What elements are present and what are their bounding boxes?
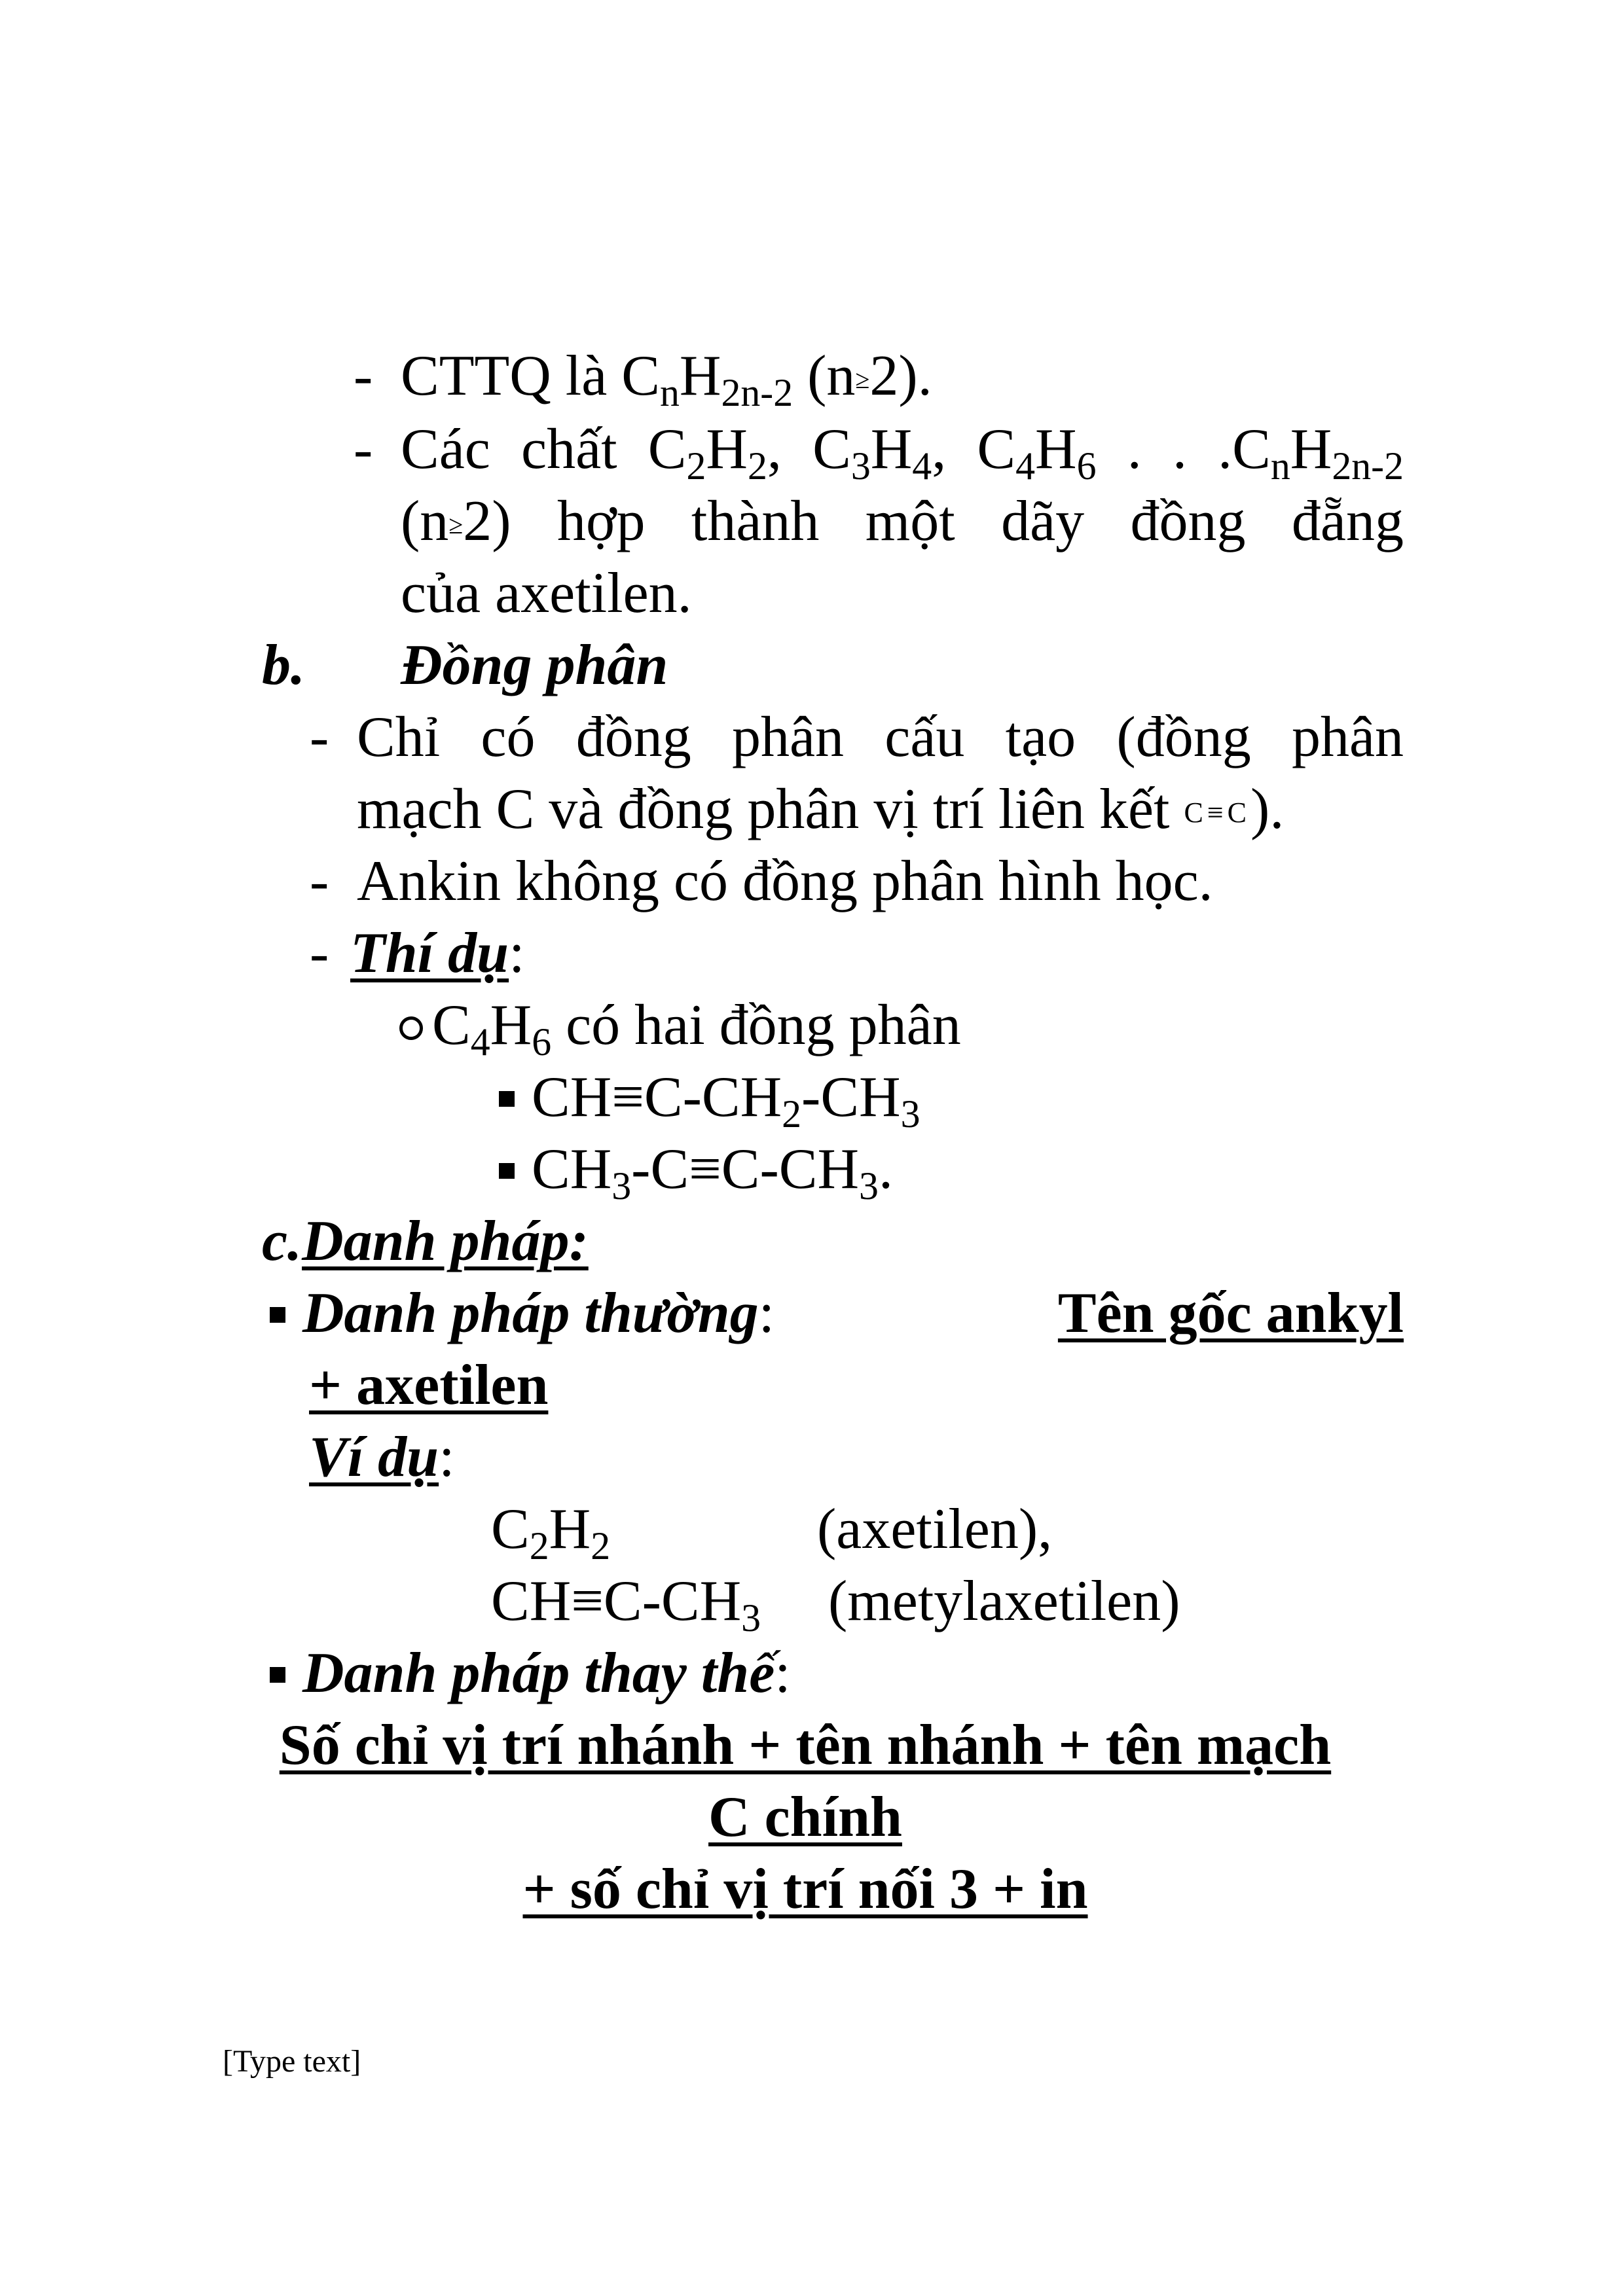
footer-text: [Type text] bbox=[223, 2044, 361, 2079]
isomer-formula-1: $CH\equiv C-CH_2-CH_3$ bbox=[499, 1062, 921, 1134]
homolog-line-2: (n≥2) hợp thành một dãy đồng đẵng bbox=[401, 490, 1404, 553]
isomer-line-1: - Chỉ có đồng phân cấu tạo (đồng phân bbox=[310, 706, 1404, 769]
example-c2h2-name: (axetilen), bbox=[817, 1498, 1053, 1561]
square-bullet-icon bbox=[499, 1091, 515, 1107]
homolog-line-1: - Các chất $C_2H_2$, $C_3H_4$, $C_4H_6$ . . $.C_nH_{2n-2}$ bbox=[354, 418, 1404, 488]
example-label-c: Ví dụ: bbox=[309, 1426, 455, 1489]
example-c2h2: $C_2H_2$ bbox=[491, 1498, 611, 1568]
substitutive-rule-line-3: + số chỉ vị trí nối 3 + in bbox=[522, 1857, 1088, 1921]
section-b-title: Đồng phân bbox=[401, 634, 668, 697]
circle-bullet-icon bbox=[399, 1016, 423, 1040]
section-c-heading: c.Danh pháp: bbox=[262, 1210, 589, 1273]
c4h6-line: $C_4H_6$ có hai đồng phân bbox=[399, 990, 961, 1062]
substitutive-rule-line-2: C chính bbox=[708, 1785, 902, 1849]
homolog-line-3: của axetilen. bbox=[401, 562, 692, 625]
section-b-label: b. bbox=[262, 634, 305, 697]
square-bullet-icon bbox=[499, 1163, 515, 1179]
example-propyne: $CH\equiv C-CH_3$ bbox=[491, 1570, 761, 1640]
substitutive-rule-line-1: Số chỉ vị trí nhánh + tên nhánh + tên mạch bbox=[279, 1713, 1332, 1777]
square-bullet-icon bbox=[270, 1307, 285, 1323]
isomer-line-2: mạch C và đồng phân vị trí liên kết C≡C). bbox=[357, 778, 1285, 841]
substitutive-name-line: Danh pháp thay thế: bbox=[270, 1638, 791, 1710]
example-propyne-name: (metylaxetilen) bbox=[828, 1570, 1180, 1633]
common-name-line: Danh pháp thường: Tên gốc ankyl bbox=[270, 1278, 1404, 1350]
square-bullet-icon bbox=[270, 1667, 285, 1683]
isomer-formula-2: $CH_3-C\equiv C-CH_3$. bbox=[499, 1134, 893, 1206]
common-name-rule-cont: + axetilen bbox=[309, 1354, 549, 1417]
